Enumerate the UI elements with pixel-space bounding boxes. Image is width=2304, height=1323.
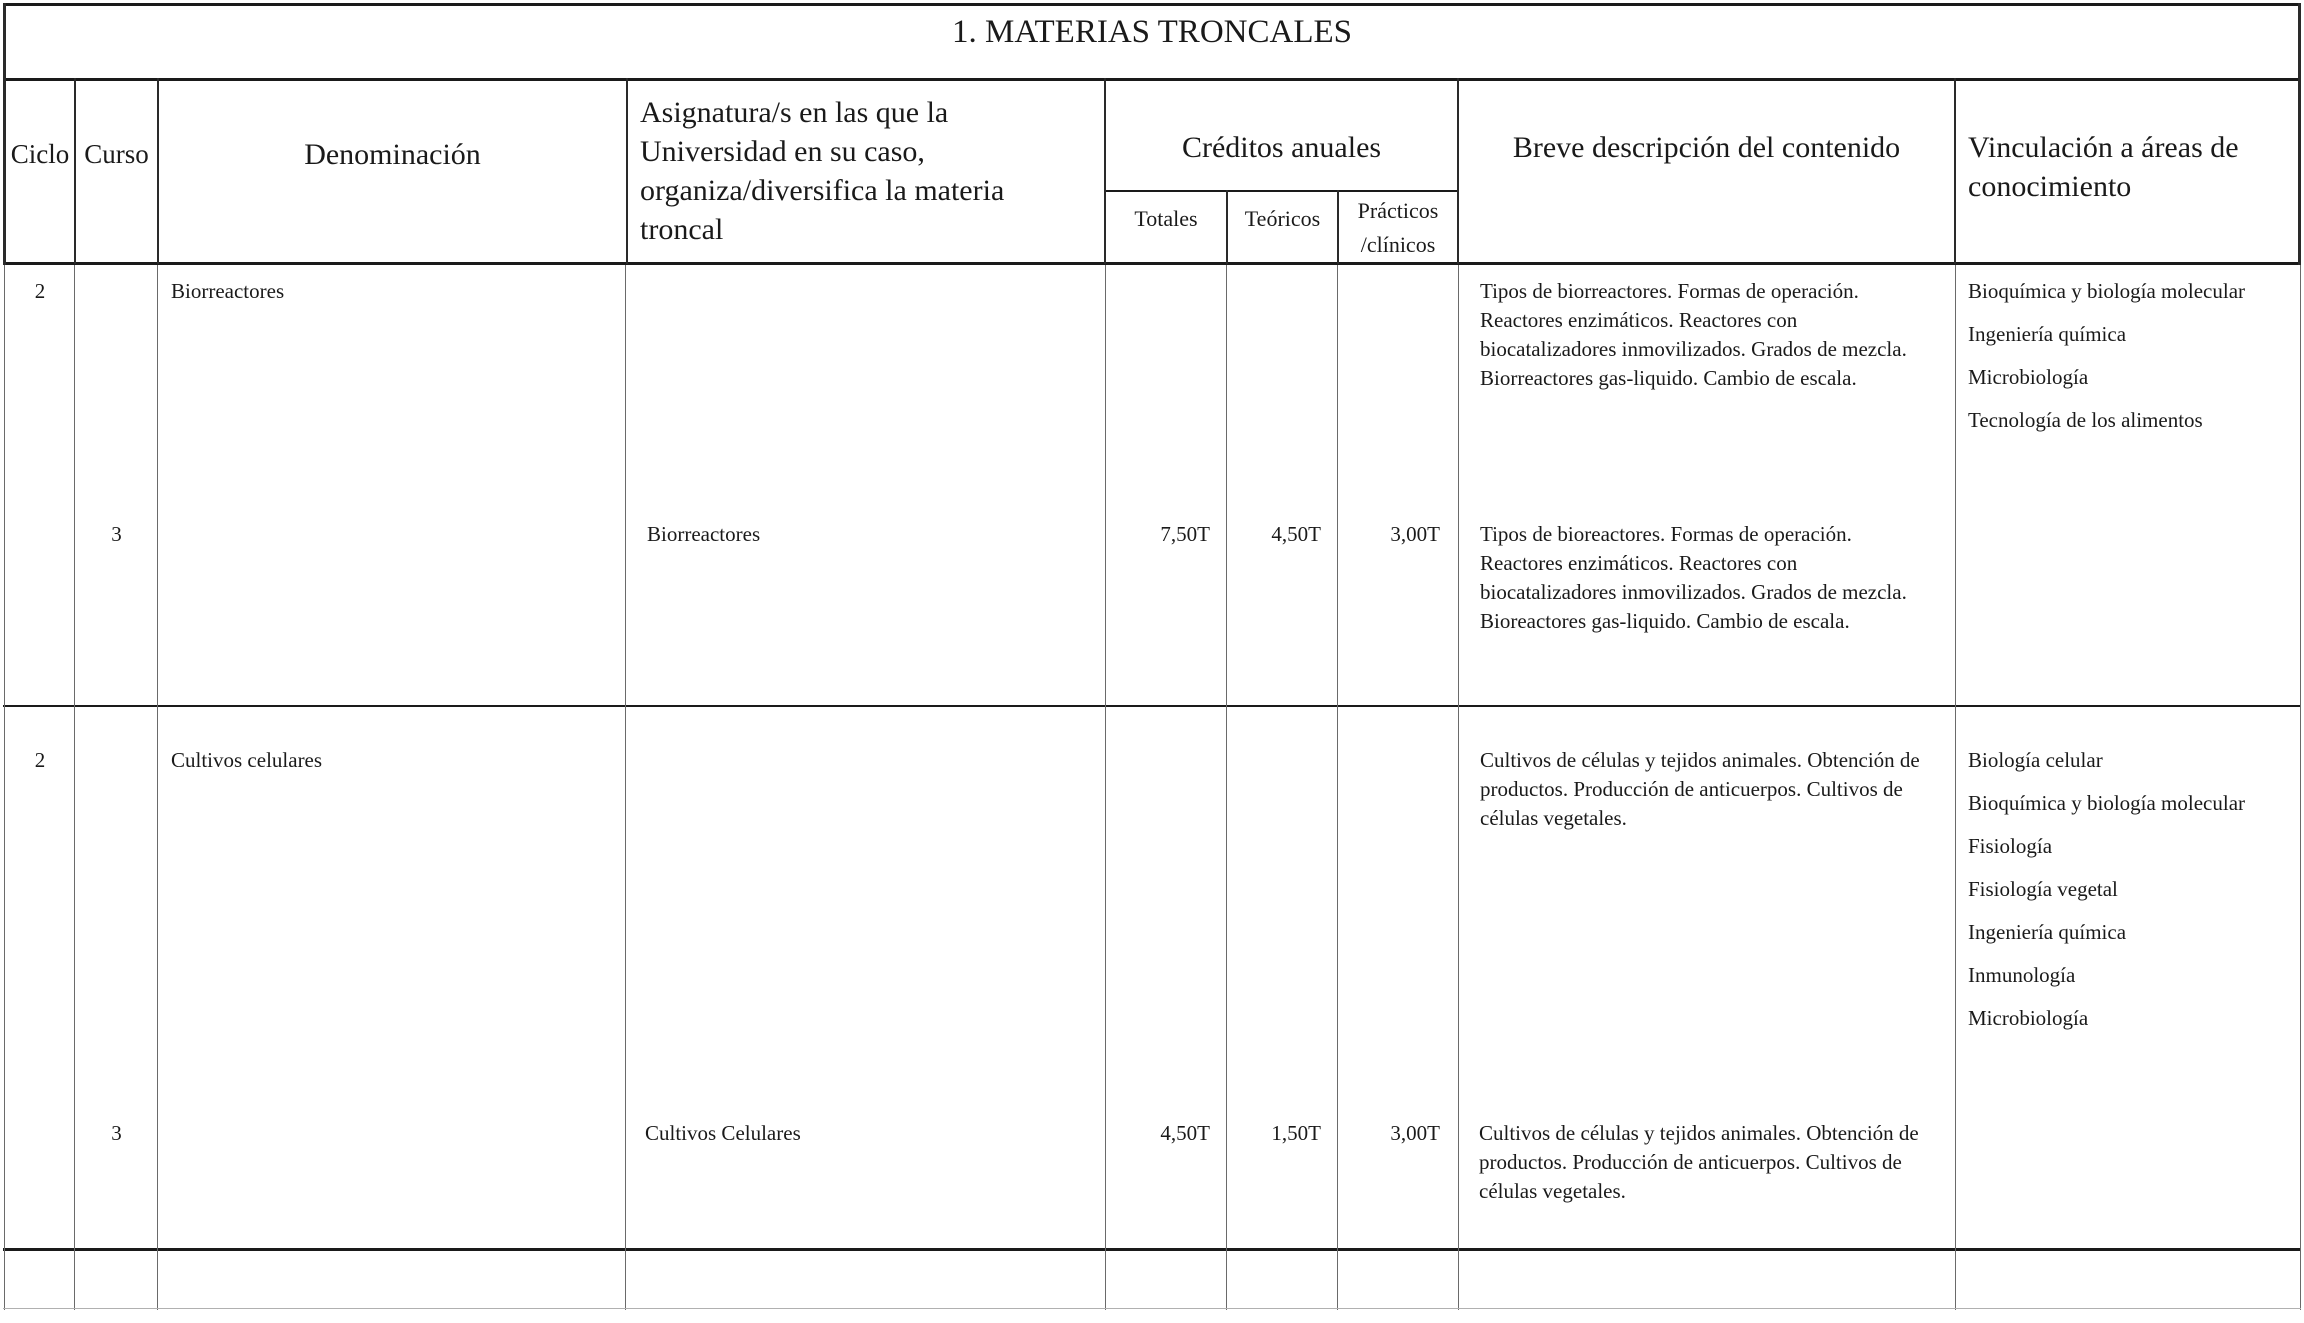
curso-value: 3	[111, 1121, 122, 1145]
areas-list	[1968, 277, 2293, 435]
totales-value: 7,50T	[1160, 522, 1210, 546]
curso-value: 3	[111, 522, 122, 546]
area-item: Fisiología	[1968, 834, 2053, 858]
denominacion-value: Biorreactores	[171, 279, 285, 303]
areas-list	[1968, 746, 2293, 1033]
totales-value: 4,50T	[1160, 1121, 1210, 1145]
area-item: Bioquímica y biología molecular	[1968, 791, 2246, 815]
teoricos-value: 4,50T	[1271, 522, 1321, 546]
header-practicos: Prácticos /clínicos	[1357, 198, 1439, 257]
area-item: Ingeniería química	[1968, 322, 2127, 346]
header-totales: Totales	[1134, 206, 1198, 231]
ciclo-value: 2	[34, 748, 46, 772]
header-asignatura: Asignatura/s en las que la Universidad en su caso, organiza/diversifica la materia troncal	[640, 96, 1005, 246]
area-item: Microbiología	[1968, 365, 2089, 389]
practicos-value: 3,00T	[1390, 522, 1440, 546]
area-item: Ingeniería química	[1968, 920, 2127, 944]
header-curso: Curso	[84, 139, 149, 169]
area-item: Tecnología de los alimentos	[1968, 408, 2203, 432]
asignatura-descripcion: Tipos de bioreactores. Formas de operación. Reactores enzimáticos. Reactores con biocatalizadores inmovilizados. Grados de mezcla. Bioreactores gas-liquido. Cambio de escala.	[1480, 522, 1907, 633]
descripcion-value: Tipos de biorreactores. Formas de operación. Reactores enzimáticos. Reactores con biocatalizadores inmovilizados. Grados de mezcla. Biorreactores gas-liquido. Cambio de escala.	[1480, 279, 1907, 390]
area-item: Bioquímica y biología molecular	[1968, 279, 2246, 303]
header-ciclo: Ciclo	[10, 139, 70, 169]
header-teoricos: Teóricos	[1244, 206, 1321, 231]
ciclo-value: 2	[34, 279, 46, 303]
teoricos-value: 1,50T	[1271, 1121, 1321, 1145]
header-creditos: Créditos anuales	[1181, 131, 1382, 164]
asignatura-descripcion: Cultivos de células y tejidos animales. Obtención de productos. Producción de anticuerpos. Cultivos de células vegetales.	[1479, 1121, 1919, 1203]
header-descripcion: Breve descripción del contenido	[1512, 131, 1901, 164]
area-item: Microbiología	[1968, 1006, 2089, 1030]
area-item: Biología celular	[1968, 748, 2103, 772]
header-denominacion: Denominación	[304, 138, 481, 171]
practicos-value: 3,00T	[1390, 1121, 1440, 1145]
descripcion-value: Cultivos de células y tejidos animales. Obtención de productos. Producción de anticuerpos. Cultivos de células vegetales.	[1480, 748, 1920, 830]
asignatura-value: Cultivos Celulares	[645, 1121, 801, 1145]
header-vinculacion: Vinculación a áreas de conocimiento	[1968, 131, 2239, 203]
page-title: 1. MATERIAS TRONCALES	[951, 14, 1352, 50]
area-item: Fisiología vegetal	[1968, 877, 2118, 901]
denominacion-value: Cultivos celulares	[171, 748, 323, 772]
area-item: Inmunología	[1968, 963, 2076, 987]
asignatura-value: Biorreactores	[647, 522, 761, 546]
